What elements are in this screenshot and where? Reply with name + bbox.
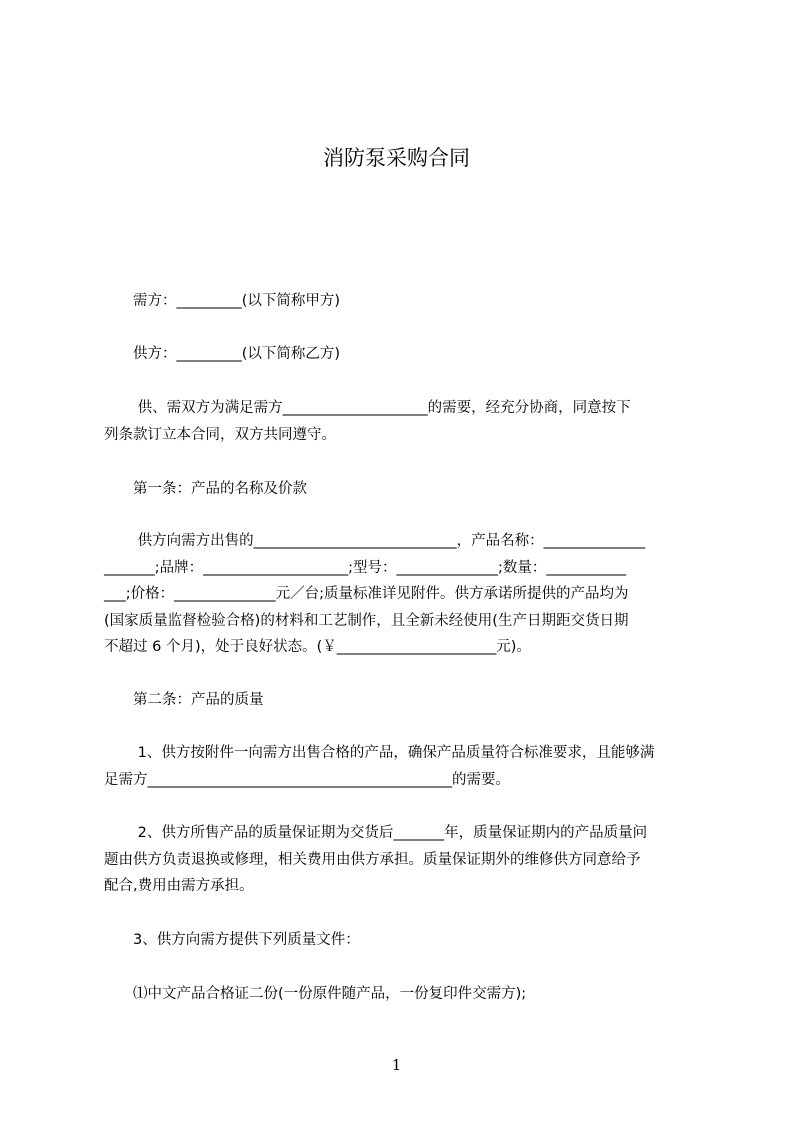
clause-2 xyxy=(104,820,704,900)
intro-paragraph xyxy=(104,395,704,448)
clause-1-line: 足需方__________________________________________的需要。 xyxy=(104,771,510,788)
article1-line: 供方向需方出售的____________________________，产品名称：______________ xyxy=(104,533,646,549)
article1-line: (国家质量监督检验合格)的材料和工艺制作，且全新未经使用(生产日期距交货日期 xyxy=(104,612,629,629)
quality-item-1: ⑴中文产品合格证二份(一份原件随产品，一份复印件交需方); xyxy=(104,986,527,1002)
seller-line: 供方：_________(以下简称乙方) xyxy=(104,346,341,362)
intro-line: 列条款订立本合同，双方共同遵守。 xyxy=(104,426,336,443)
page-number: 1 xyxy=(391,1056,402,1074)
clause-3: 3、供方向需方提供下列质量文件： xyxy=(104,932,360,948)
article1-line: 不超过 6 个月)，处于良好状态。(￥______________________元)。 xyxy=(104,639,531,655)
article1-body xyxy=(104,528,704,661)
article1-line: ___;价格：______________元／台;质量标准详见附件。供方承诺所提供的产品均为 xyxy=(104,586,629,602)
clause-2-line: 题由供方负责退换或修理，相关费用由供方承担。质量保证期外的维修供方同意给予 xyxy=(104,851,641,868)
intro-line: 供、需双方为满足需方____________________的需要，经充分协商，同意按下 xyxy=(104,400,631,416)
buyer-line: 需方：_________(以下简称甲方) xyxy=(104,293,341,309)
clause-1-line: 1、供方按附件一向需方出售合格的产品，确保产品质量符合标准要求，且能够满 xyxy=(104,745,655,761)
contract-title: 消防泵采购合同 xyxy=(323,146,470,170)
clause-2-line: 配合,费用由需方承担。 xyxy=(104,878,254,894)
clause-2-line: 2、供方所售产品的质量保证期为交货后_______年，质量保证期内的产品质量问 xyxy=(104,825,648,841)
article2-heading: 第二条：产品的质量 xyxy=(104,692,264,708)
article1-line: _______;品牌：____________________;型号：______________;数量：___________ xyxy=(104,559,627,576)
clause-1 xyxy=(104,740,704,793)
article1-heading: 第一条：产品的名称及价款 xyxy=(104,481,307,497)
